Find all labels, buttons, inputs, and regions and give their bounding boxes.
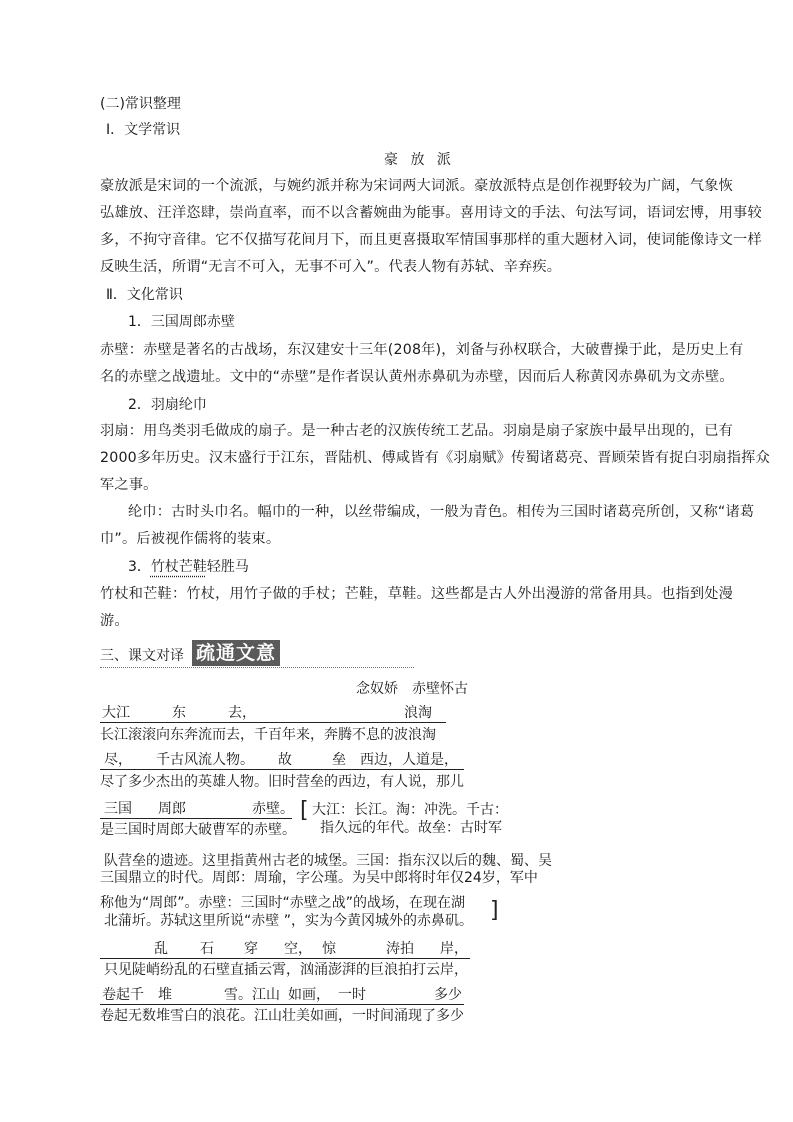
translation-line-5: 卷起无数堆雪白的浪花。江山壮美如画，一时间涌现了多少 [100, 1008, 464, 1024]
section3-label: 三、课文对译 [100, 648, 184, 664]
translation-line-4: 只见陡峭纷乱的石壁直插云霄，汹涌澎湃的巨浪拍打云岸， [104, 962, 468, 978]
paragraph-line: 军之事。 [100, 477, 158, 493]
original-word: 空， [284, 941, 312, 957]
original-word: 岸， [440, 941, 468, 957]
paragraph-line: 2000多年历史。汉末盛行于江东，晋陆机、傅咸皆有《羽扇赋》传蜀诸葛亮、晋顾荣皆有捉白羽扇指挥众 [100, 450, 770, 466]
item3-title [128, 557, 249, 577]
paragraph-line: 反映生活，所谓“无言不可入，无事不可入”。代表人物有苏轼、辛弃疾。 [100, 259, 562, 275]
original-word: 雪。江山 [224, 987, 280, 1003]
item3-number: 3． [128, 559, 151, 575]
original-word: 垒 [332, 752, 346, 768]
haofang-title: 豪 放 派 [384, 152, 455, 168]
item1-title: 1．三国周郎赤壁 [128, 314, 235, 330]
paragraph-line: 多，不拘守音律。它不仅描写花间月下，而且更喜摄取军情国事那样的重大题材入词，使词能像诗文一样 [100, 232, 762, 248]
paragraph-line: 纶巾：古时头巾名。幅巾的一种，以丝带编成，一般为青色。相传为三国时诸葛亮所创，又称“诸葛 [128, 504, 755, 520]
original-word: 乱 [154, 941, 168, 957]
original-word: 三国 [104, 801, 132, 817]
original-word: 多少 [434, 987, 462, 1003]
original-line-3 [100, 799, 292, 819]
original-word: 涛拍 [386, 941, 414, 957]
paragraph-line: 巾”。后被视作儒将的装束。 [100, 531, 281, 547]
original-word: 如画， [288, 987, 330, 1003]
translation-line-3: 是三国时周郎大破曹军的赤壁。 [100, 822, 296, 838]
paragraph-line: 豪放派是宋词的一个流派，与婉约派并称为宋词两大词派。豪放派特点是创作视野较为广阔，气象恢 [100, 178, 734, 194]
culture-heading: Ⅱ．文化常识 [106, 287, 183, 303]
item3-title-emphasis: 竹杖芒鞋 [150, 559, 207, 575]
original-word: 赤壁。 [252, 801, 294, 817]
note-open-bracket: [ [300, 798, 309, 823]
original-word: 浪淘 [404, 705, 432, 721]
paragraph-line: 羽扇：用鸟类羽毛做成的扇子。是一种古老的汉族传统工艺品。羽扇是扇子家族中最早出现的，已有 [100, 423, 734, 439]
original-word: 卷起千 [102, 987, 144, 1003]
note-close-bracket: ] [490, 898, 499, 923]
original-word: 大江 [102, 705, 130, 721]
original-word: 尽， [104, 752, 132, 768]
original-word: 去， [228, 705, 256, 721]
note-line: 指久远的年代。故垒：古时军 [320, 820, 502, 836]
translation-line-2: 尽了多少杰出的英雄人物。旧时营垒的西边，有人说，那儿 [100, 774, 464, 790]
original-line-5 [100, 985, 464, 1005]
original-word: 故 [278, 752, 292, 768]
note-line: 称他为“周郎”。赤壁：三国时“赤壁之战”的战场，在现在湖 [100, 895, 466, 911]
original-word: 堆 [158, 987, 172, 1003]
original-word: 千古风流人物。 [156, 752, 254, 768]
paragraph-line: 名的赤壁之战遗址。文中的“赤壁”是作者误认黄州赤鼻矶为赤壁，因而后人称黄冈赤鼻矶为文赤壁。 [100, 369, 734, 385]
item2-title: 2．羽扇纶巾 [128, 397, 207, 413]
note-line: 三国鼎立的时代。周郎：周瑜，字公瑾。为吴中郎将时年仅24岁，军中 [100, 870, 538, 886]
original-word: 一时 [338, 987, 366, 1003]
original-word: 西边，人道是， [360, 752, 458, 768]
translation-line-1: 长江滚滚向东奔流而去，千百年来，奔腾不息的波浪淘 [100, 727, 436, 743]
item3-title-rest: 轻胜马 [206, 559, 249, 575]
original-word: 穿 [244, 941, 258, 957]
original-word: 石 [200, 941, 214, 957]
section-heading: (二)常识整理 [100, 96, 181, 112]
paragraph-line: 竹杖和芒鞋：竹杖，用竹子做的手杖；芒鞋，草鞋。这些都是古人外出漫游的常备用具。也指到处漫 [100, 586, 734, 602]
original-word: 周郎 [158, 801, 186, 817]
section3-badge: 疏通文意 [192, 640, 280, 666]
original-line-2 [100, 750, 464, 770]
original-line-4 [100, 939, 470, 959]
paragraph-line: 游。 [100, 613, 129, 629]
original-word: 惊 [322, 941, 336, 957]
paragraph-line: 赤壁：赤壁是著名的古战场，东汉建安十三年(208年)，刘备与孙权联合，大破曹操于此，是历史上有 [100, 342, 744, 358]
note-line: 北蒲圻。苏轼这里所说“赤壁 ”，实为今黄冈城外的赤鼻矶。 [104, 913, 473, 929]
paragraph-line: 弘雄放、汪洋恣肆，崇尚直率，而不以含蓄婉曲为能事。喜用诗文的手法、句法写词，语词宏博，用事较 [100, 205, 762, 221]
poem-title: 念奴娇 赤壁怀古 [356, 681, 468, 697]
original-word: 东 [172, 705, 186, 721]
banner-divider [100, 667, 414, 668]
original-line-1 [100, 703, 446, 723]
note-line: 大江：长江。淘：冲洗。千古： [312, 802, 508, 818]
note-line: 队营垒的遗迹。这里指黄州古老的城堡。三国：指东汉以后的魏、蜀、吴 [104, 853, 552, 869]
literature-heading: Ⅰ．文学常识 [106, 122, 181, 138]
